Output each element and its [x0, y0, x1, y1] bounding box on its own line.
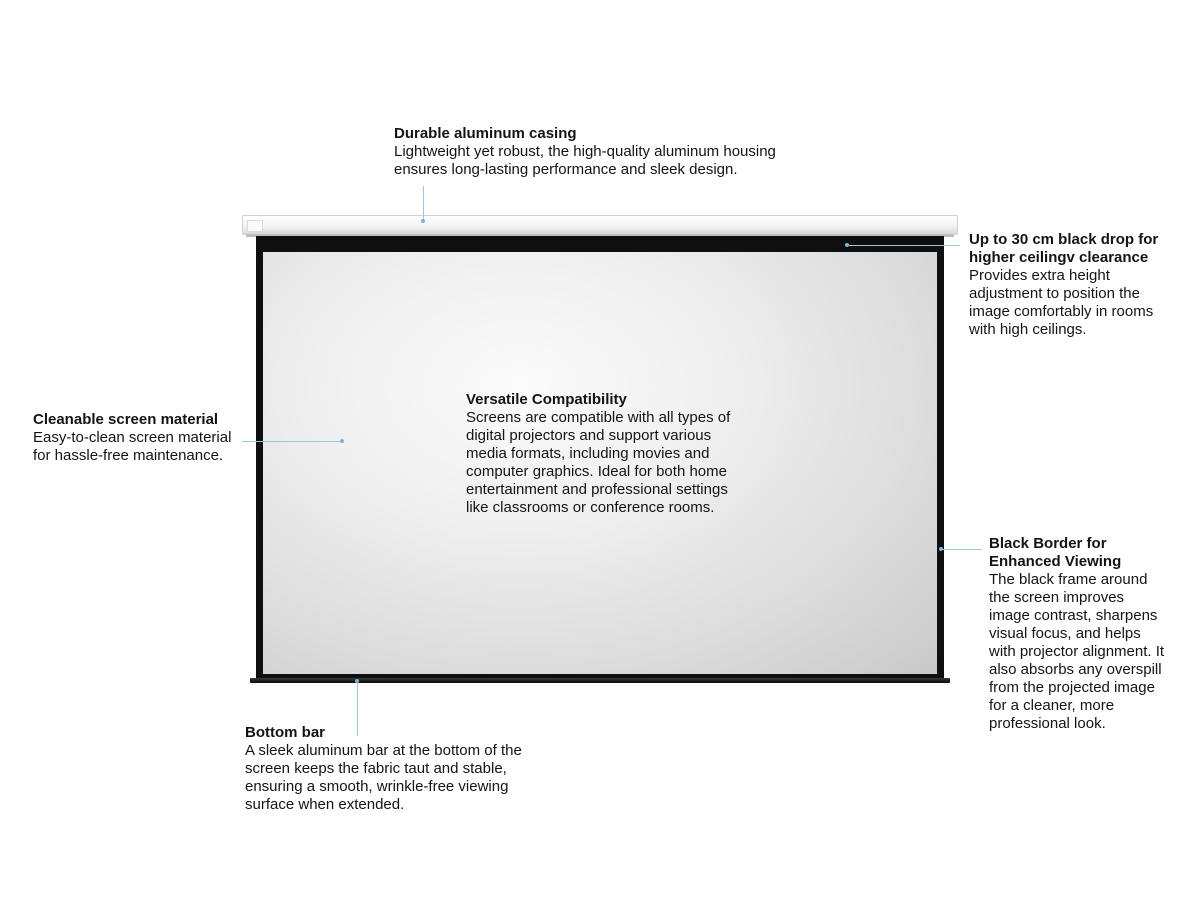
- callout-black-border-text-line: professional look.: [989, 715, 1106, 732]
- callout-black-border-title: Enhanced Viewing: [989, 553, 1122, 570]
- callout-cleanable: [33, 411, 263, 465]
- callout-bottom-bar: [245, 724, 565, 814]
- callout-black-drop-text-line: Provides extra height: [969, 267, 1110, 284]
- callout-black-border-text-line: image contrast, sharpens: [989, 607, 1158, 624]
- callout-black-border: [989, 535, 1194, 733]
- callout-black-border-title: Black Border for: [989, 535, 1107, 552]
- callout-versatile-title: Versatile Compatibility: [466, 391, 627, 408]
- callout-casing-text-line: ensures long-lasting performance and sleek design.: [394, 161, 738, 178]
- callout-black-border-text-line: also absorbs any overspill: [989, 661, 1162, 678]
- callout-black-drop-title: higher ceilingv clearance: [969, 249, 1149, 266]
- screen-housing: [242, 215, 958, 235]
- casing-leader-dot: [421, 219, 425, 223]
- callout-black-border-text-line: for a cleaner, more: [989, 697, 1115, 714]
- callout-versatile-text-line: computer graphics. Ideal for both home: [466, 463, 727, 480]
- callout-black-drop-title: Up to 30 cm black drop for: [969, 231, 1159, 248]
- callout-cleanable-text-line: Easy-to-clean screen material: [33, 429, 232, 446]
- callout-black-border-text-line: with projector alignment. It: [989, 643, 1165, 660]
- callout-black-drop-text-line: adjustment to position the: [969, 285, 1140, 302]
- callout-versatile: [466, 391, 766, 517]
- callout-black-border-text-line: from the projected image: [989, 679, 1155, 696]
- callout-versatile-text-line: digital projectors and support various: [466, 427, 712, 444]
- black-drop-leader-line: [848, 245, 960, 246]
- callout-bottom-bar-title: Bottom bar: [245, 724, 325, 741]
- callout-bottom-bar-text-line: ensuring a smooth, wrinkle-free viewing: [245, 778, 509, 795]
- callout-cleanable-title: Cleanable screen material: [33, 411, 219, 428]
- bottom-bar-leader-dot: [355, 679, 359, 683]
- callout-versatile-text-line: entertainment and professional settings: [466, 481, 728, 498]
- callout-bottom-bar-text-line: A sleek aluminum bar at the bottom of the: [245, 742, 522, 759]
- casing-leader-line: [423, 186, 424, 220]
- black-border-leader-dot: [939, 547, 943, 551]
- callout-casing-title: Durable aluminum casing: [394, 125, 577, 142]
- black-drop-leader-dot: [845, 243, 849, 247]
- callout-black-border-text-line: visual focus, and helps: [989, 625, 1141, 642]
- callout-bottom-bar-text-line: screen keeps the fabric taut and stable,: [245, 760, 507, 777]
- callout-casing: [394, 125, 814, 179]
- callout-versatile-text-line: like classrooms or conference rooms.: [466, 499, 715, 516]
- callout-black-border-text-line: the screen improves: [989, 589, 1125, 606]
- callout-casing-text-line: Lightweight yet robust, the high-quality aluminum housing: [394, 143, 776, 160]
- housing-end-cap: [247, 220, 263, 232]
- black-border-leader-line: [942, 549, 982, 550]
- callout-bottom-bar-text-line: surface when extended.: [245, 796, 405, 813]
- callout-black-drop: [969, 231, 1189, 339]
- callout-black-border-text-line: The black frame around: [989, 571, 1148, 588]
- callout-versatile-text-line: Screens are compatible with all types of: [466, 409, 731, 426]
- callout-black-drop-text-line: image comfortably in rooms: [969, 303, 1154, 320]
- callout-black-drop-text-line: with high ceilings.: [969, 321, 1087, 338]
- callout-versatile-text-line: media formats, including movies and: [466, 445, 710, 462]
- cleanable-leader-dot: [340, 439, 344, 443]
- callout-cleanable-text-line: for hassle-free maintenance.: [33, 447, 224, 464]
